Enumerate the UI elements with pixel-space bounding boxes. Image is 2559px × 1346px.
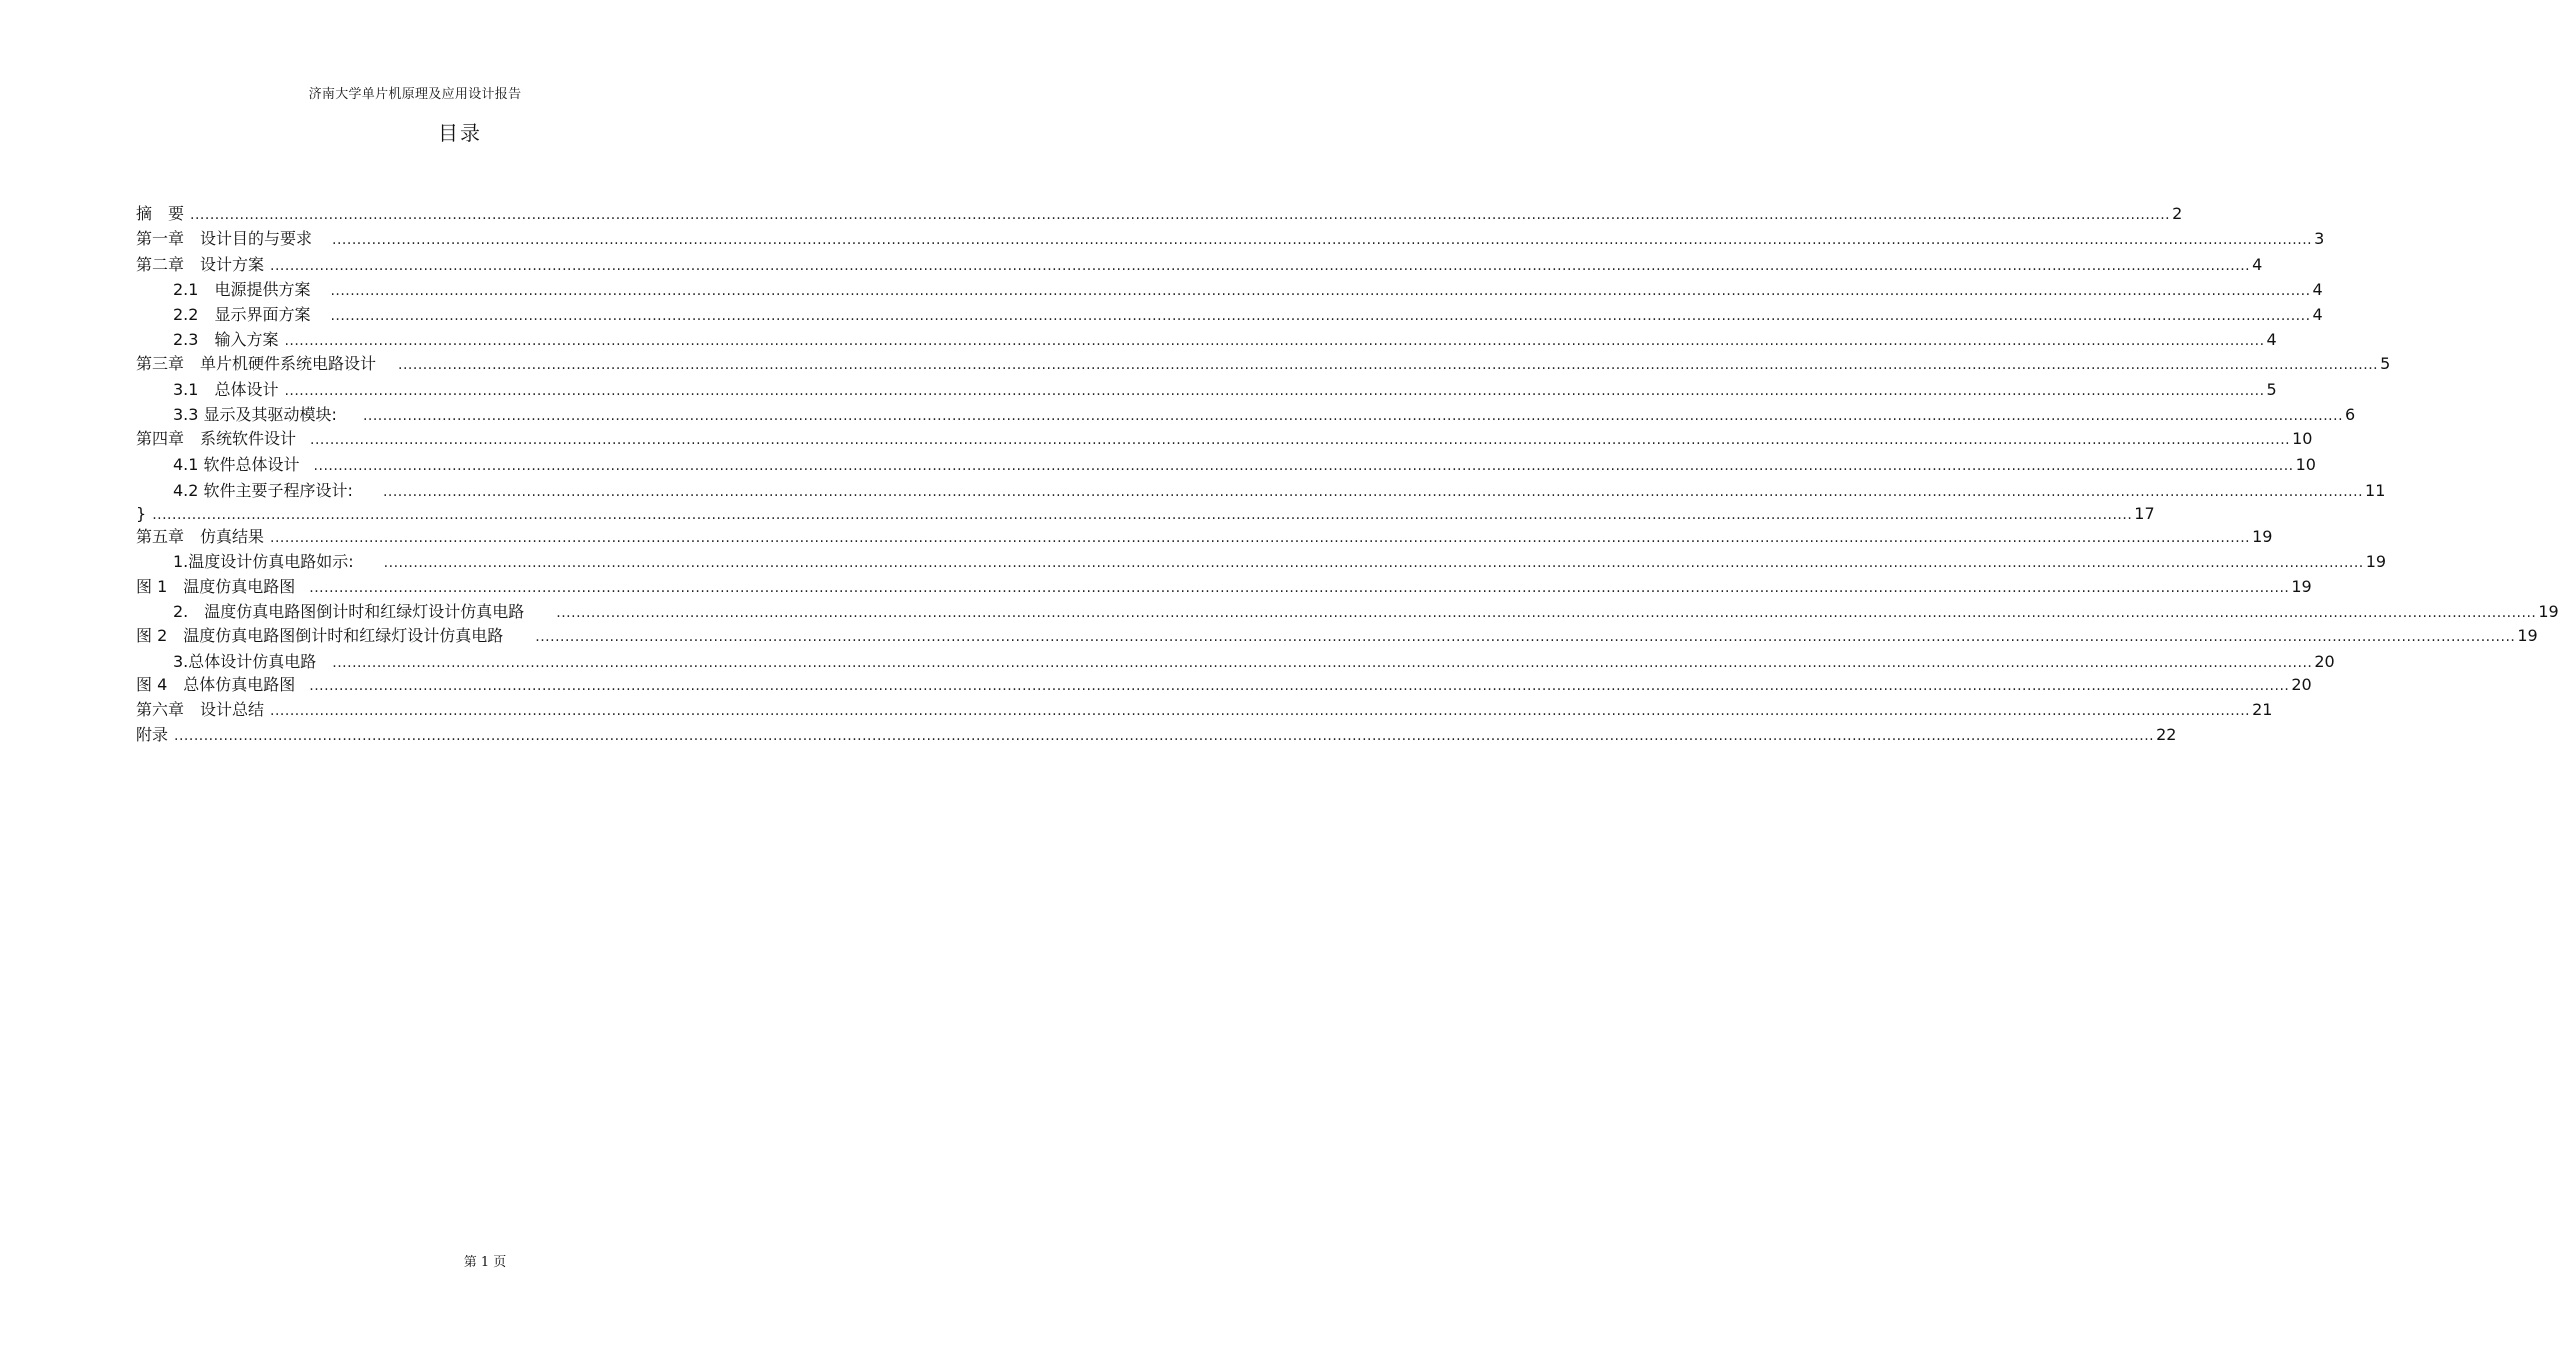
toc-entry-label: 第二章 设计方案 xyxy=(136,255,265,274)
dot-leader: ................................................................................................................................................................................................................................................................................................................................................................................................................ xyxy=(284,333,2265,349)
toc-entry-label: } xyxy=(136,504,147,523)
dot-leader: ................................................................................................................................................................................................................................................................................................................................................................................................................ xyxy=(556,605,2537,621)
toc-entry-label: 第三章 单片机硬件系统电路设计 xyxy=(136,354,377,373)
toc-entry[interactable] xyxy=(173,279,2323,301)
dot-leader: ................................................................................................................................................................................................................................................................................................................................................................................................................ xyxy=(330,308,2311,324)
toc-entry[interactable] xyxy=(136,674,2312,696)
page-number-footer: 第 1 页 xyxy=(463,1255,507,1270)
toc-entry-page: 19 xyxy=(2252,527,2273,546)
toc-entry-label: 第四章 系统软件设计 xyxy=(136,429,297,448)
toc-entry[interactable] xyxy=(136,203,2183,225)
toc-entry[interactable] xyxy=(136,526,2273,548)
running-header: 济南大学单片机原理及应用设计报告 xyxy=(308,87,522,102)
toc-entry[interactable] xyxy=(136,503,2155,525)
dot-leader: ................................................................................................................................................................................................................................................................................................................................................................................................................ xyxy=(382,484,2364,500)
toc-entry-page: 4 xyxy=(2266,330,2277,349)
dot-leader: ................................................................................................................................................................................................................................................................................................................................................................................................................ xyxy=(310,432,2291,448)
dot-leader: ................................................................................................................................................................................................................................................................................................................................................................................................................ xyxy=(383,555,2364,571)
toc-entry-page: 20 xyxy=(2314,652,2335,671)
dot-leader: ................................................................................................................................................................................................................................................................................................................................................................................................................ xyxy=(330,283,2311,299)
dot-leader: ................................................................................................................................................................................................................................................................................................................................................................................................................ xyxy=(332,655,2313,671)
toc-entry-label: 第五章 仿真结果 xyxy=(136,527,265,546)
toc-entry-page: 2 xyxy=(2172,204,2183,223)
toc-entry-label: 3.3 显示及其驱动模块: xyxy=(173,405,337,424)
toc-entry[interactable] xyxy=(173,329,2277,351)
dot-leader: ................................................................................................................................................................................................................................................................................................................................................................................................................ xyxy=(309,580,2290,596)
toc-entry[interactable] xyxy=(136,254,2263,276)
dot-leader: ................................................................................................................................................................................................................................................................................................................................................................................................................ xyxy=(535,629,2516,645)
toc-entry[interactable] xyxy=(136,576,2312,598)
toc-entry-page: 17 xyxy=(2134,504,2155,523)
dot-leader: ................................................................................................................................................................................................................................................................................................................................................................................................................ xyxy=(270,530,2251,546)
toc-entry-label: 4.1 软件总体设计 xyxy=(173,455,300,474)
toc-entry-label: 3.总体设计仿真电路 xyxy=(173,652,317,671)
toc-entry-page: 19 xyxy=(2291,577,2312,596)
toc-entry-label: 图 1 温度仿真电路图 xyxy=(136,577,296,596)
dot-leader: ................................................................................................................................................................................................................................................................................................................................................................................................................ xyxy=(332,232,2313,248)
dot-leader: ................................................................................................................................................................................................................................................................................................................................................................................................................ xyxy=(152,507,2133,523)
toc-entry-label: 4.2 软件主要子程序设计: xyxy=(173,481,353,500)
toc-entry-label: 1.温度设计仿真电路如示: xyxy=(173,552,354,571)
toc-entry-label: 摘 要 xyxy=(136,204,185,223)
toc-entry[interactable] xyxy=(136,699,2273,721)
toc-entry[interactable] xyxy=(173,454,2316,476)
toc-entry[interactable] xyxy=(173,404,2356,426)
toc-entry[interactable] xyxy=(173,304,2323,326)
toc-entry-label: 2.1 电源提供方案 xyxy=(173,280,311,299)
toc-entry-label: 第一章 设计目的与要求 xyxy=(136,229,313,248)
toc-entry-page: 21 xyxy=(2252,700,2273,719)
dot-leader: ................................................................................................................................................................................................................................................................................................................................................................................................................ xyxy=(270,258,2251,274)
toc-entry-page: 19 xyxy=(2517,626,2538,645)
toc-entry[interactable] xyxy=(136,353,2391,375)
toc-entry-page: 4 xyxy=(2312,280,2323,299)
toc-entry[interactable] xyxy=(173,379,2277,401)
toc-entry-page: 4 xyxy=(2312,305,2323,324)
dot-leader: ................................................................................................................................................................................................................................................................................................................................................................................................................ xyxy=(174,728,2155,744)
toc-entry[interactable] xyxy=(173,601,2559,623)
toc-entry-label: 图 4 总体仿真电路图 xyxy=(136,675,296,694)
toc-entry[interactable] xyxy=(136,625,2538,647)
toc-entry-label: 第六章 设计总结 xyxy=(136,700,265,719)
toc-entry-page: 22 xyxy=(2156,725,2177,744)
toc-entry-label: 2.2 显示界面方案 xyxy=(173,305,311,324)
toc-entry-label: 3.1 总体设计 xyxy=(173,380,279,399)
toc-entry-page: 11 xyxy=(2365,481,2386,500)
dot-leader: ................................................................................................................................................................................................................................................................................................................................................................................................................ xyxy=(270,703,2251,719)
toc-entry[interactable] xyxy=(136,228,2325,250)
toc-entry[interactable] xyxy=(136,724,2177,746)
toc-entry-page: 20 xyxy=(2291,675,2312,694)
toc-entry-label: 图 2 温度仿真电路图倒计时和红绿灯设计仿真电路 xyxy=(136,626,504,645)
toc-entry-page: 4 xyxy=(2252,255,2263,274)
dot-leader: ................................................................................................................................................................................................................................................................................................................................................................................................................ xyxy=(313,458,2294,474)
dot-leader: ................................................................................................................................................................................................................................................................................................................................................................................................................ xyxy=(398,357,2379,373)
toc-entry-page: 6 xyxy=(2345,405,2356,424)
toc-entry-label: 2.3 输入方案 xyxy=(173,330,279,349)
toc-entry-page: 10 xyxy=(2292,429,2313,448)
toc-entry-page: 3 xyxy=(2314,229,2325,248)
dot-leader: ................................................................................................................................................................................................................................................................................................................................................................................................................ xyxy=(362,408,2344,424)
toc-entry-page: 5 xyxy=(2266,380,2277,399)
toc-entry-page: 10 xyxy=(2295,455,2316,474)
dot-leader: ................................................................................................................................................................................................................................................................................................................................................................................................................ xyxy=(309,678,2290,694)
toc-entry-label: 附录 xyxy=(136,725,169,744)
toc-entry[interactable] xyxy=(173,480,2386,502)
page-title: 目录 xyxy=(438,121,482,145)
dot-leader: ................................................................................................................................................................................................................................................................................................................................................................................................................ xyxy=(284,383,2265,399)
toc-entry-label: 2. 温度仿真电路图倒计时和红绿灯设计仿真电路 xyxy=(173,602,525,621)
toc-entry-page: 19 xyxy=(2538,602,2559,621)
toc-entry-page: 5 xyxy=(2380,354,2391,373)
toc-entry[interactable] xyxy=(173,551,2387,573)
toc-entry[interactable] xyxy=(173,651,2335,673)
toc-entry-page: 19 xyxy=(2365,552,2387,571)
dot-leader: ................................................................................................................................................................................................................................................................................................................................................................................................................ xyxy=(190,207,2171,223)
toc-entry[interactable] xyxy=(136,428,2313,450)
